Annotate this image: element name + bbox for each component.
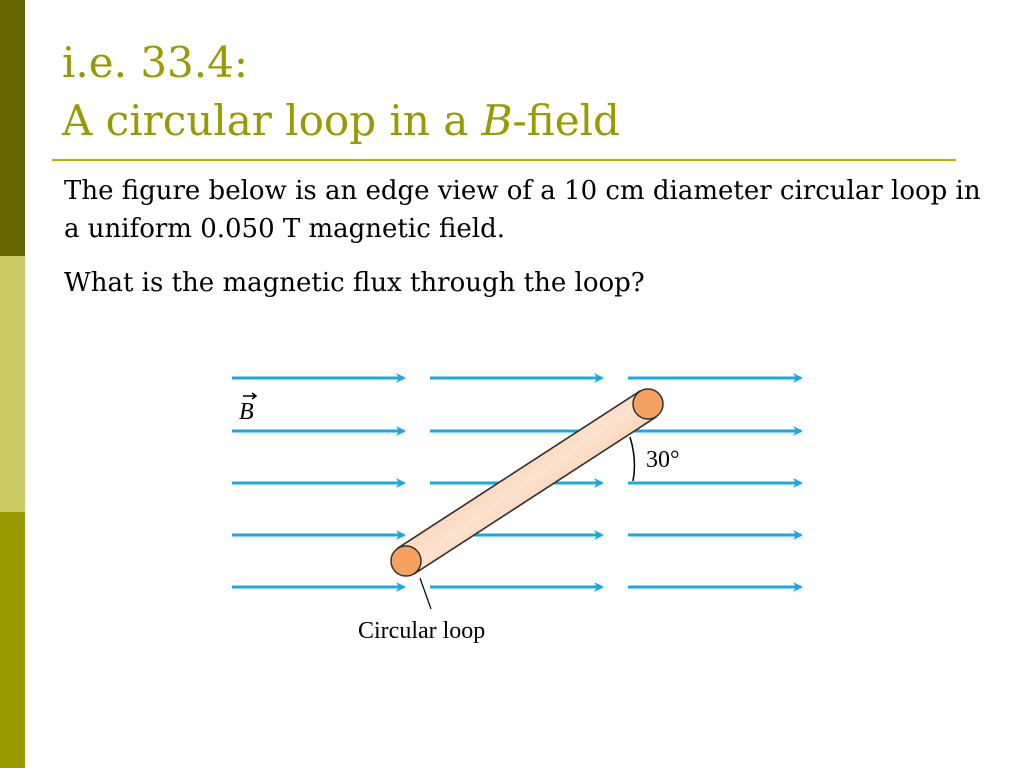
- loop-end-upper: [633, 389, 663, 419]
- field-label: [239, 393, 256, 425]
- problem-statement: The figure below is an edge view of a 10 cm diameter circular loop in a uniform 0.050 T magnetic field.: [64, 176, 981, 244]
- title-line-2-suffix: -field: [512, 96, 620, 145]
- angle-arc: [630, 437, 634, 481]
- angle-label: 30°: [646, 447, 680, 473]
- title-line-1: i.e. 33.4:: [62, 38, 249, 87]
- loop-end-lower: [391, 546, 421, 576]
- title-line-2-prefix: A circular loop in a: [62, 96, 482, 145]
- field-label-text: B: [239, 399, 254, 425]
- problem-question: What is the magnetic flux through the loop?: [64, 268, 645, 298]
- loop-label-leader: [420, 578, 431, 609]
- loop-label: Circular loop: [358, 618, 486, 644]
- title-line-2-italic: B: [481, 96, 513, 145]
